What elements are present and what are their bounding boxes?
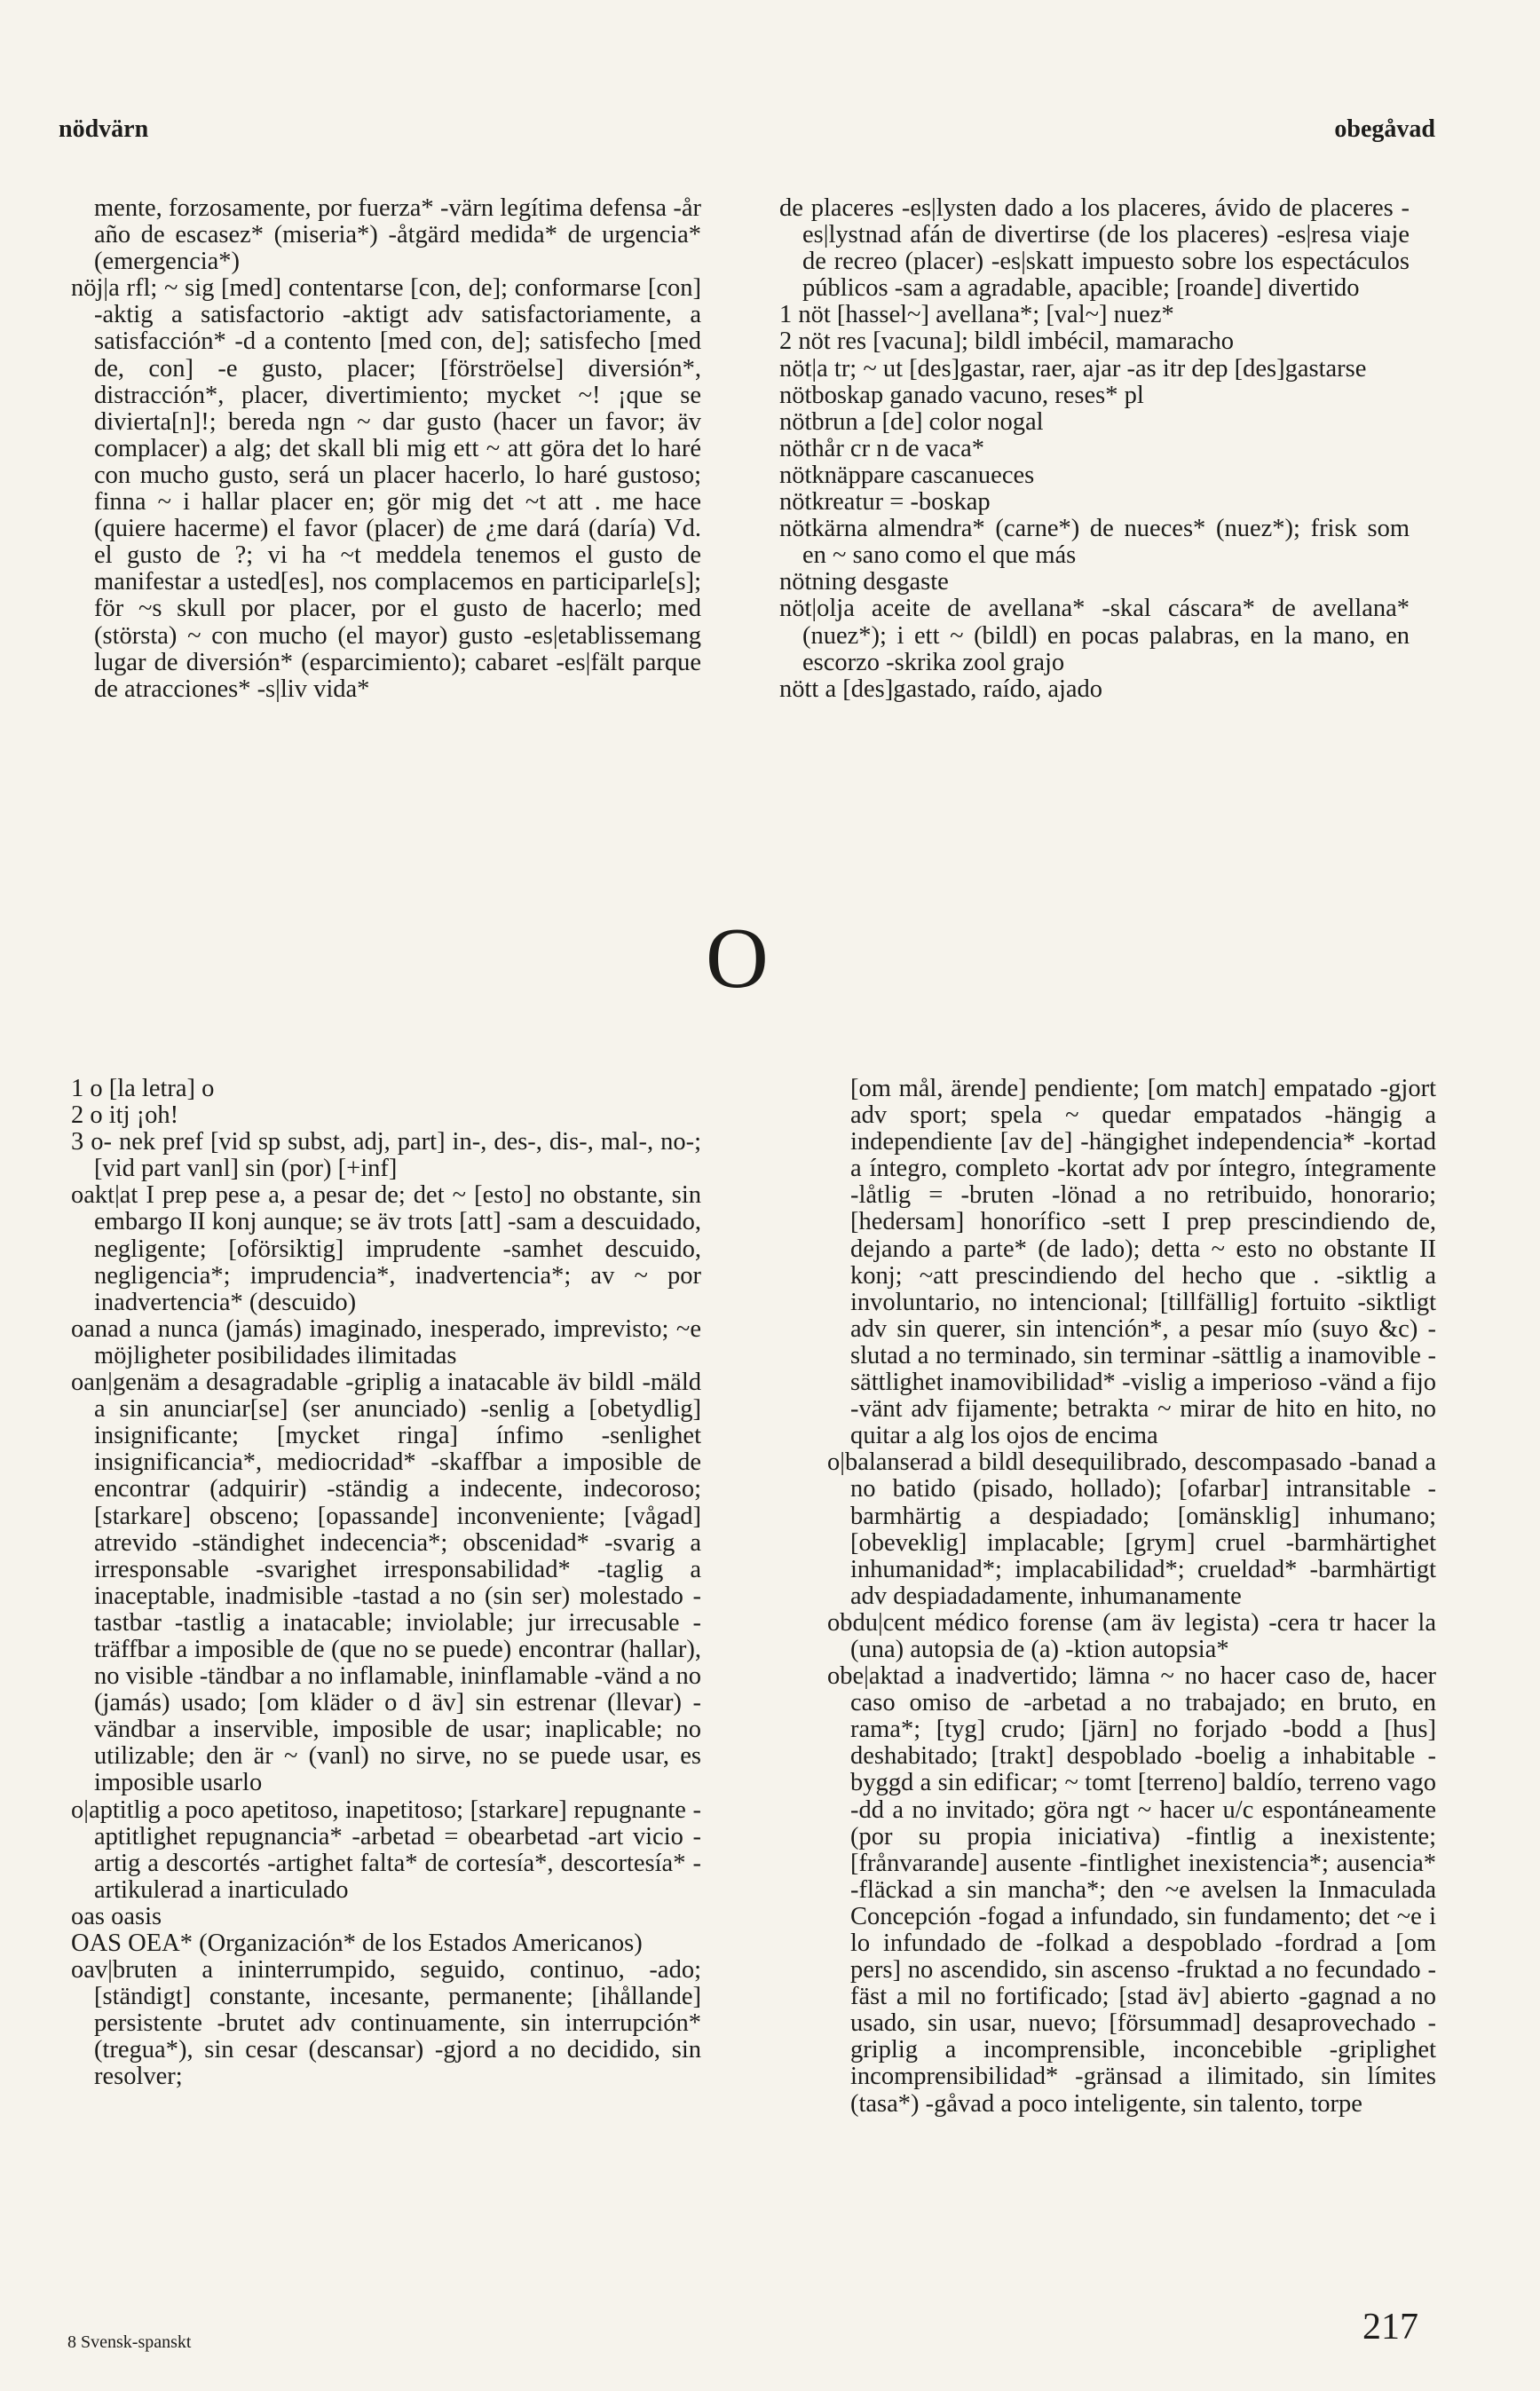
dictionary-entry: 1 nöt [hassel~] avellana*; [val~] nuez*: [779, 301, 1174, 329]
section-letter: O: [706, 911, 769, 1006]
dictionary-entry: nöt|a tr; ~ ut [des]gastar, raer, ajar -as itr dep [des]gastarse: [779, 354, 1367, 383]
dictionary-entry: o|balanserad a bildl desequilibrado, descompasado -banad a no batido (pisado, hollado); [ofarbar] intransitable -barmhärtig a despiadado; [omänsklig] inhumano; [obeveklig] implacable; [grym] cruel -barmhärtighet inhumanidad*; implacabilidad*; crueldad* -barmhärtigt adv despiadadamente, inhumanamente: [827, 1448, 1436, 1610]
dictionary-entry: nötboskap ganado vacuno, reses* pl: [779, 381, 1144, 409]
dictionary-entry: nöt|olja aceite de avellana* -skal cáscara* de avellana* (nuez*); i ett ~ (bildl) en pocas palabras, en la mano, en escorzo -skrika zool grajo: [779, 595, 1410, 676]
column-top-right: [779, 195, 1410, 703]
dictionary-entry: [om mål, ärende] pendiente; [om match] empatado -gjort adv sport; spela ~ quedar empatados -hängig a independiente [av de] -hängighet independencia* -kortad a íntegro, completo -kortat adv por íntegro, íntegramente -låtlig = -bruten -lönad a no retribuido, honorario; [hedersam] honorífico -sett I prep prescindiendo de, dejando a parte* (de lado); detta ~ esto no obstante II konj; ~att prescindiendo del hecho que . -siktlig a involuntario, no intencional; [tillfällig] fortuito -siktligt adv sin querer, sin intención*, a pesar mío (suyo &c) -slutad a no terminado, sin terminar -sättlig a inamovible -sättlighet inamovibilidad* -vislig a imperioso -vänd a fijo -vänt adv fijamente; betrakta ~ mirar de hito en hito, no quitar a alg los ojos de encima: [850, 1075, 1436, 1450]
dictionary-entry: nötning desgaste: [779, 568, 949, 596]
dictionary-entry: nöthår cr n de vaca*: [779, 434, 985, 462]
dictionary-entry: 3 o- nek pref [vid sp subst, adj, part] in-, des-, dis-, mal-, no-; [vid part vanl] sin (por) [+inf]: [71, 1128, 701, 1183]
dictionary-entry: nött a [des]gastado, raído, ajado: [779, 675, 1103, 703]
dictionary-entry: o|aptitlig a poco apetitoso, inapetitoso; [starkare] repugnante -aptitlighet repugnancia* -arbetad = obearbetad -art vicio -artig a descortés -artighet falta* de cortesía*, descortesía* -artikulerad a inarticulado: [71, 1795, 701, 1904]
dictionary-entry: obdu|cent médico forense (am äv legista) -cera tr hacer la (una) autopsia de (a) -ktion autopsia*: [827, 1608, 1436, 1663]
dictionary-entry: oakt|at I prep pese a, a pesar de; det ~ [esto] no obstante, sin embargo II konj aunque; se äv trots [att] -sam a descuidado, negligente; [oförsiktig] imprudente -samhet descuido, negligencia*; imprudencia*, inadvertencia*; av ~ por inadvertencia* (descuido): [71, 1181, 701, 1316]
footer-signature: 8 Svensk-spanskt: [67, 2332, 192, 2352]
guide-word-left: nödvärn: [59, 115, 149, 143]
guide-word-right: obegåvad: [1334, 115, 1435, 143]
dictionary-entry: OAS OEA* (Organización* de los Estados Americanos): [71, 1929, 643, 1957]
page-number: 217: [1362, 2307, 1418, 2348]
dictionary-entry: nötkreatur = -boskap: [779, 488, 991, 517]
column-bottom-right: [827, 1076, 1436, 2118]
column-bottom-left: [71, 1076, 701, 2091]
dictionary-entry: 2 nöt res [vacuna]; bildl imbécil, mamaracho: [779, 327, 1235, 356]
dictionary-entry: 1 o [la letra] o: [71, 1075, 215, 1102]
dictionary-entry: nötkärna almendra* (carne*) de nueces* (nuez*); frisk som en ~ sano como el que más: [779, 515, 1410, 570]
dictionary-entry: de placeres -es|lysten dado a los placeres, ávido de placeres -es|lystnad afán de divertirse (de los placeres) -es|resa viaje de recreo (placer) -es|skatt impuesto sobre los espectáculos públicos -sam a agradable, apacible; [roande] divertido: [779, 194, 1410, 303]
dictionary-entry: nöj|a rfl; ~ sig [med] contentarse [con, de]; conformarse [con] -aktig a satisfactorio -aktigt adv satisfactoriamente, a satisfacción* -d a contento [med con, de]; satisfecho [med de, con] -e gusto, placer; [förströelse] diversión*, distracción*, placer, divertimiento; mycket ~! ¡que se divierta[n]!; bereda ngn ~ dar gusto (hacer un favor; äv complacer) a alg; det skall bli mig ett ~ att göra det lo haré con mucho gusto, será un placer hacerlo, lo haré gustoso; finna ~ i hallar placer en; gör mig det ~t att . me hace (quiere hacerme) el favor (placer) de ¿me dará (daría) Vd. el gusto de ?; vi ha ~t meddela tenemos el gusto de manifestar a usted[es], nos complacemos en participarle[s]; för ~s skull por placer, por el gusto de hacerlo; med (största) ~ con mucho (el mayor) gusto -es|etablissemang lugar de diversión* (esparcimiento); cabaret -es|fält parque de atracciones* -s|liv vida*: [71, 274, 701, 703]
dictionary-entry: nötbrun a [de] color nogal: [779, 407, 1044, 436]
dictionary-entry: nötknäppare cascanueces: [779, 461, 1035, 489]
dictionary-entry: obe|aktad a inadvertido; lämna ~ no hacer caso de, hacer caso omiso de -arbetad a no trabajado; en bruto, en rama*; [tyg] crudo; [järn] no forjado -bodd a [hus] deshabitado; [trakt] despoblado -boelig a inhabitable -byggd a sin edificar; ~ tomt [terreno] baldío, terreno vago -dd a no invitado; göra ngt ~ hacer u/c espontáneamente (por su propia iniciativa) -fintlig a inexistente; [frånvarande] ausente -fintlighet inexistencia*; ausencia* -fläckad a sin mancha*; den ~e avelsen la Inmaculada Concepción -fogad a infundado, sin fundamento; det ~e i lo infundado de -folkad a despoblado -fordrad a [om pers] no ascendido, sin ascenso -fruktad a no fecundado -fäst a mil no fortificado; [stad äv] abierto -gagnad a no usado, sin usar, nuevo; [försummad] desaprovechado -griplig a incomprensible, inconcebible -griplighet incomprensibilidad* -gränsad a ilimitado, sin límites (tasa*) -gåvad a poco inteligente, sin talento, torpe: [827, 1662, 1436, 2118]
dictionary-entry: oan|genäm a desagradable -griplig a inatacable äv bildl -mäld a sin anunciar[se] (ser anunciado) -senlig a [obetydlig] insignificante; [mycket ringa] ínfimo -senlighet insignificancia*, mediocridad* -skaffbar a imposible de encontrar (adquirir) -ständig a indecente, indecoroso; [starkare] obsceno; [opassande] inconveniente; [vågad] atrevido -ständighet indecencia*; obscenidad* -svarig a irresponsable -svarighet irresponsabilidad* -taglig a inaceptable, inadmisible -tastad a no (sin ser) molestado -tastbar -tastlig a inatacable; inviolable; jur irrecusable -träffbar a imposible de (que no se puede) encontrar (hallar), no visible -tändbar a no inflamable, ininflamable -vänd a no (jamás) usado; [om kläder o d äv] sin estrenar (llevar) -vändbar a inservible, imposible de usar; inaplicable; no utilizable; den är ~ (vanl) no sirve, no se puede usar, es imposible usarlo: [71, 1369, 701, 1797]
dictionary-entry: oanad a nunca (jamás) imaginado, inesperado, imprevisto; ~e möjligheter posibilidades ilimitadas: [71, 1314, 701, 1369]
column-top-left: [71, 195, 701, 703]
dictionary-entry: mente, forzosamente, por fuerza* -värn legítima defensa -år año de escasez* (miseria*) -åtgärd medida* de urgencia* (emergencia*): [94, 194, 701, 276]
dictionary-entry: oav|bruten a ininterrumpido, seguido, continuo, -ado; [ständigt] constante, incesante, permanente; [ihållande] persistente -brutet adv continuamente, sin interrupción* (tregua*), sin cesar (descansar) -gjord a no decidido, sin resolver;: [71, 1956, 701, 2091]
dictionary-entry: oas oasis: [71, 1902, 162, 1930]
dictionary-entry: 2 o itj ¡oh!: [71, 1101, 179, 1130]
